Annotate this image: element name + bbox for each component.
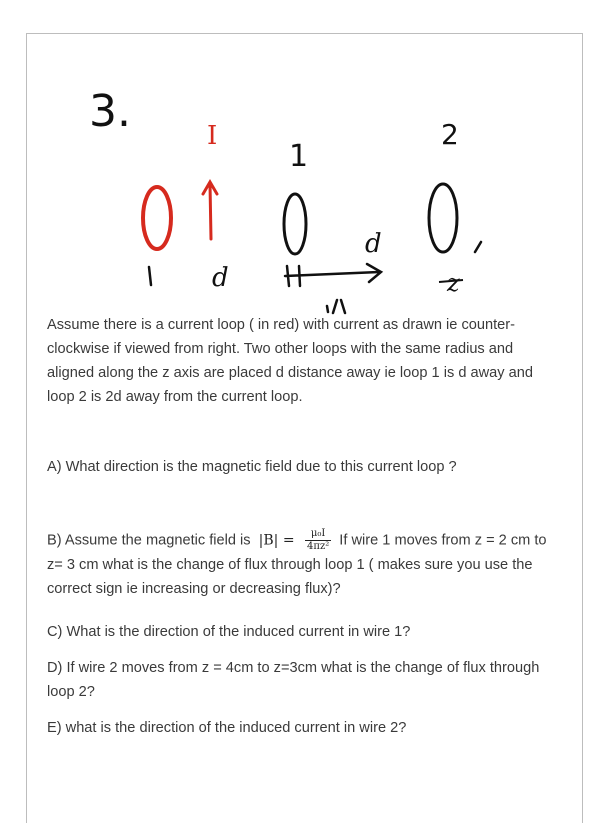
loop1-label: 1 <box>289 139 309 174</box>
question-c: C) What is the direction of the induced current in wire 1? <box>47 624 411 640</box>
magnetic-field-formula <box>259 528 332 553</box>
formula-lhs: |B| = <box>258 532 295 549</box>
stray-marks <box>327 300 345 313</box>
current-arrow <box>203 182 217 239</box>
loop-2-tick <box>475 242 481 252</box>
question-e: E) what is the direction of the induced current in wire 2? <box>47 720 407 736</box>
loop-1 <box>284 194 306 254</box>
current-loop-red <box>143 187 171 249</box>
z-label: z <box>447 269 460 297</box>
intro-block <box>47 313 561 409</box>
axis-tick <box>149 267 151 285</box>
question-a-block <box>47 455 561 479</box>
document-page <box>26 33 583 823</box>
loops-diagram <box>27 34 584 324</box>
question-a: A) What direction is the magnetic field due to this current loop ? <box>47 459 457 475</box>
question-d-block <box>47 656 561 704</box>
axis-d-label: d <box>212 263 229 293</box>
question-b-suffix: If wire 1 moves from z = 2 cm to z= 3 cm what is the change of flux through loop 1 ( makes sure you use the correct sign ie increasing or decreasing flux)? <box>47 532 547 597</box>
loop2-label: 2 <box>441 118 459 151</box>
formula-numerator: μ₀I <box>305 528 331 541</box>
question-e-block <box>47 716 561 740</box>
question-b-prefix: B) Assume the magnetic field is <box>47 532 251 549</box>
formula-fraction <box>305 528 331 553</box>
question-d: D) If wire 2 moves from z = 4cm to z=3cm what is the change of flux through loop 2? <box>47 660 540 700</box>
loop-2 <box>429 184 457 252</box>
intro-paragraph: Assume there is a current loop ( in red) with current as drawn ie counter-clockwise if viewed from right. Two other loops with the same radius and aligned along the z axis are placed d distance away ie loop 1 is d away and loop 2 is 2d away from the current loop. <box>47 317 533 405</box>
formula-denominator: 4πz² <box>307 541 330 552</box>
current-label: I <box>207 121 218 151</box>
question-c-block <box>47 620 561 644</box>
distance-label: d <box>365 229 382 259</box>
distance-arrow <box>285 264 381 286</box>
problem-number: 3. <box>89 86 131 137</box>
question-b <box>47 528 561 601</box>
question-b-block <box>47 528 561 601</box>
